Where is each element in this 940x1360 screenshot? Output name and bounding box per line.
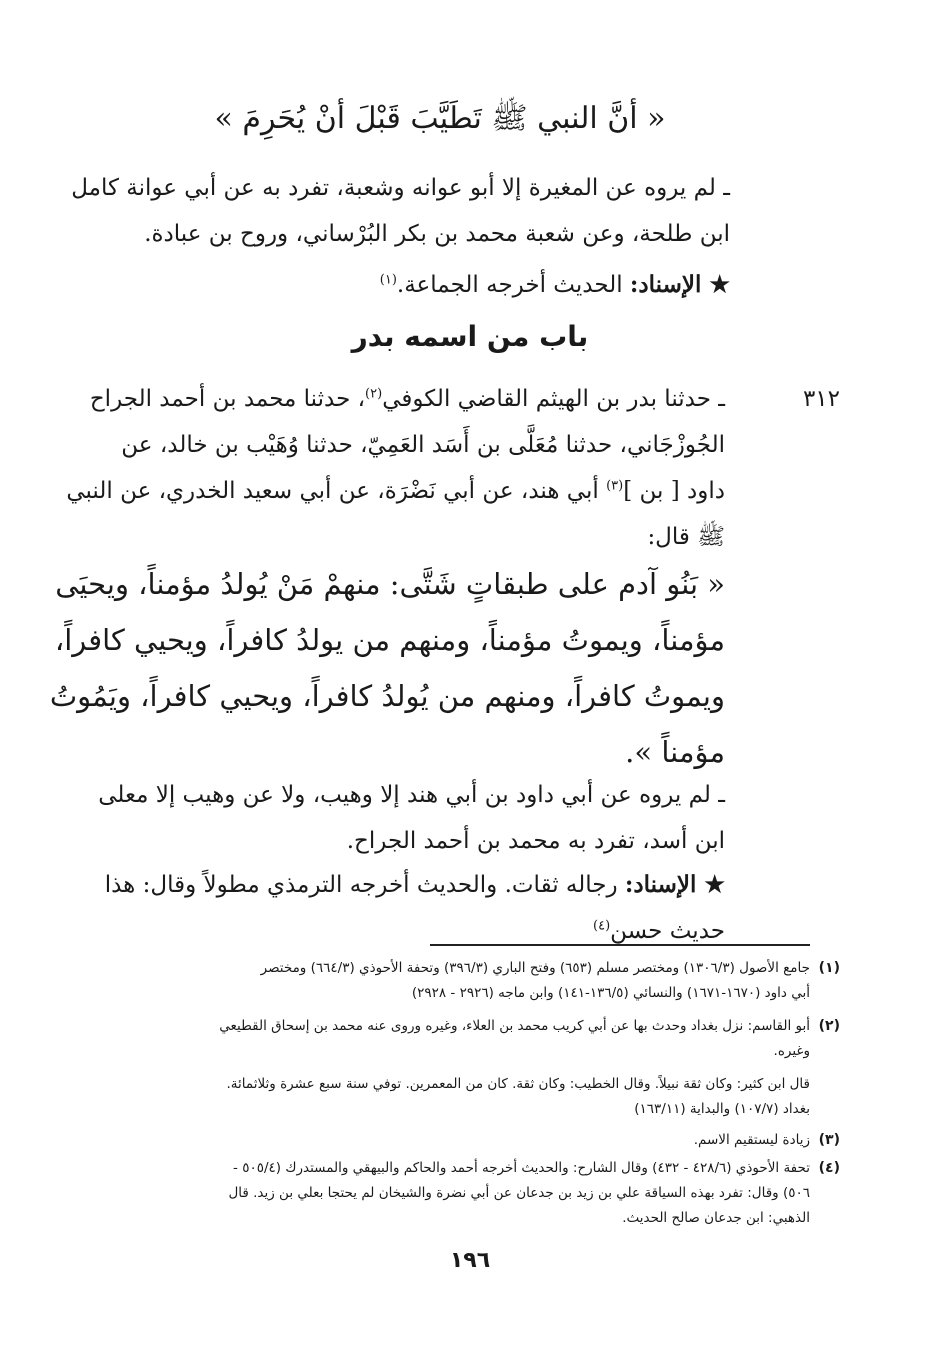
narration-note-1-line: ابن طلحة، وعن شعبة محمد بن بكر البُرْساني، وروح بن عبادة. [144, 221, 730, 247]
footnote-ref: (٣) [606, 478, 624, 494]
isnad-note-1 [200, 262, 730, 308]
footnote-divider [430, 944, 810, 946]
page-number: ١٩٦ [449, 1248, 491, 1273]
footnote-ref: (٤) [593, 918, 611, 934]
narration-note-2-line: ابن أسد، تفرد به محمد بن أحمد الجراح. [346, 828, 725, 854]
hadith-text-quote [49, 556, 725, 780]
hadith-number: ٣١٢ [802, 386, 840, 412]
isnad-text: حديث حسن [610, 918, 725, 944]
isnad-text: رجاله ثقات. والحديث أخرجه الترمذي مطولاً وقال: هذا [104, 872, 618, 898]
hadith-chain-line: الجُوزْجَاني، حدثنا مُعَلَّى بن أَسَد العَمِيّ، حدثنا وُهَيْب بن خالد، عن [121, 432, 725, 458]
hadith-text-line: « بَنُو آدم على طبقاتٍ شَتَّى: منهمْ مَنْ يُولدُ مؤمناً، ويحيَى [55, 567, 725, 601]
isnad-note-2 [60, 862, 725, 954]
footnote-number: (٢) [818, 1018, 840, 1034]
footnote-ref: (٢) [365, 386, 383, 402]
footnote-4: تحفة الأحوذي (٤٢٨/٦ - ٤٣٢) وقال الشارح: والحديث أخرجه أحمد والحاكم والبيهقي والمستدرك (٥٠٥/٤ - ٥٠٦) وقال: تفرد بهذه السياقة علي بن زيد بن جدعان عن أبي نضرة والشيخان لم يحتجا بعلي بن زيد. قال الذهبي: ابن جدعان صالح الحديث. [228, 1160, 810, 1226]
narration-note-2 [60, 772, 725, 864]
footnote-2: أبو القاسم: نزل بغداد وحدث بها عن أبي كريب محمد بن العلاء، وغيره وروى عنه محمد بن إسحاق القطيعي وغيره. [219, 1018, 810, 1059]
footnote-1: جامع الأصول (١٣٠٦/٣) ومختصر مسلم (٦٥٣) وفتح الباري (٣٩٦/٣) وتحفة الأحوذي (٦٦٤/٣) ومختصر أبي داود (١٦٧٠-١٦٧١) والنسائي (١٣٦/٥-١٤١) وابن ماجه (٢٩٢٦ - ٢٩٢٨) [260, 960, 810, 1001]
narration-note-1-line: ـ لم يروه عن المغيرة إلا أبو عوانه وشعبة، تفرد به عن أبي عوانة كامل [71, 175, 730, 201]
footnote-number: (٣) [818, 1132, 840, 1148]
isnad-text: الحديث أخرجه الجماعة. [396, 272, 623, 298]
footnote-3: زيادة ليستقيم الاسم. [693, 1132, 810, 1148]
hadith-chain [60, 376, 725, 560]
chapter-heading: باب من اسمه بدر [351, 320, 589, 353]
top-hadith-quote: « أنَّ النبي ﷺ تَطَيَّبَ قَبْلَ أنْ يُحَرِمَ » [214, 101, 666, 136]
hadith-text-line: مؤمناً ». [625, 735, 725, 769]
hadith-chain-line: ـ حدثنا بدر بن الهيثم القاضي الكوفي$^{(٢)}$، حدثنا محمد بن أحمد الجراح [89, 386, 725, 412]
footnote-number: (١) [818, 960, 840, 976]
isnad-label: ★ الإسناد: [629, 271, 730, 298]
footnote-2-continued: قال ابن كثير: وكان ثقة نبيلاً. وقال الخطيب: وكان ثقة. كان من المعمرين. توفي سنة سبع عشرة وثلاثمائة. بغداد (١٠٧/٧) والبداية (١٦٣/١١) [226, 1076, 810, 1117]
hadith-text-line: مؤمناً، ويموتُ مؤمناً، ومنهم من يولدُ كافراً، ويحيي كافراً، [54, 623, 725, 657]
footnote-ref: (١) [379, 272, 397, 288]
hadith-text-line: ويموتُ كافراً، ومنهم من يُولدُ كافراً، ويحيي كافراً، ويَمُوتُ [49, 679, 725, 713]
footnote-number: (٤) [818, 1160, 840, 1176]
narration-note-2-line: ـ لم يروه عن أبي داود بن أبي هند إلا وهيب، ولا عن وهيب إلا معلى [98, 782, 725, 808]
hadith-chain-line: داود [ بن ]$^{(٣)}$ أبي هند، عن أبي نَضْرَة، عن أبي سعيد الخدري، عن النبي [66, 478, 725, 504]
hadith-chain-line: ﷺ قال: [647, 524, 725, 550]
isnad-label: ★ الإسناد: [624, 871, 725, 898]
narration-note-1 [60, 165, 730, 257]
